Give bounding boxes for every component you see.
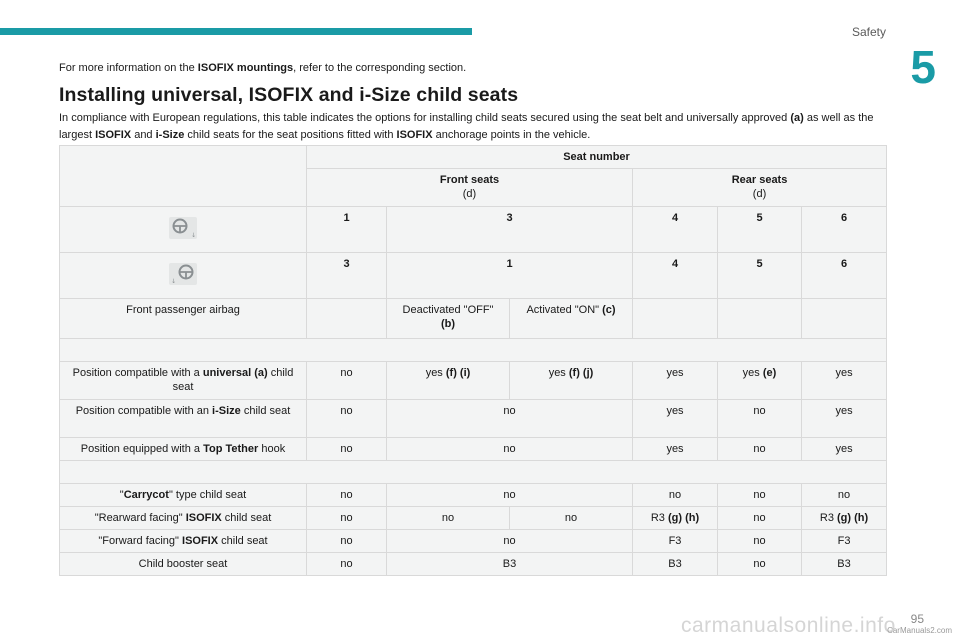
- table-cell: 5: [718, 253, 802, 299]
- table-cell: yes: [802, 438, 887, 461]
- svg-text:↓: ↓: [191, 231, 197, 239]
- table-cell: R3 (g) (h): [802, 507, 887, 530]
- table-cell: no: [718, 400, 802, 438]
- table-cell: Deactivated "OFF" (b): [387, 299, 510, 339]
- table-cell-empty: [802, 299, 887, 339]
- table-cell: 6: [802, 253, 887, 299]
- site-credit: CarManuals2.com: [887, 626, 952, 635]
- seat-number-header: Seat number: [307, 146, 887, 169]
- table-cell: 1: [307, 207, 387, 253]
- table-cell: Activated "ON" (c): [510, 299, 633, 339]
- table-row: [60, 400, 887, 438]
- table-cell: yes: [802, 400, 887, 438]
- table-row: [60, 362, 887, 400]
- steering-wheel-left-hand-drive-icon: [167, 215, 199, 241]
- table-cell: no: [307, 553, 387, 576]
- chapter-number: 5: [910, 41, 936, 93]
- table-row: [60, 530, 887, 553]
- row-label: Position compatible with an i-Size child seat: [60, 400, 307, 438]
- watermark: carmanualsonline.info: [681, 614, 896, 637]
- table-cell: no: [718, 553, 802, 576]
- header-accent-bar: [0, 28, 472, 35]
- table-cell: no: [307, 438, 387, 461]
- table-cell: no: [387, 400, 633, 438]
- table-separator-row: [60, 461, 887, 484]
- table-cell: yes (f) (j): [510, 362, 633, 400]
- table-row: [60, 553, 887, 576]
- table-row: [60, 253, 887, 299]
- steering-wheel-right-hand-drive-icon: [167, 261, 199, 287]
- row-label: Front passenger airbag: [60, 299, 307, 339]
- table-cell: 6: [802, 207, 887, 253]
- rhd-icon-cell: [60, 253, 307, 299]
- row-label: "Forward facing" ISOFIX child seat: [60, 530, 307, 553]
- table-cell: no: [307, 362, 387, 400]
- page-heading: Installing universal, ISOFIX and i-Size child seats: [59, 84, 519, 106]
- intro-text: For more information on the ISOFIX mountings, refer to the corresponding section.: [59, 62, 467, 74]
- row-label: "Rearward facing" ISOFIX child seat: [60, 507, 307, 530]
- table-cell: 5: [718, 207, 802, 253]
- table-cell: no: [387, 484, 633, 507]
- table-cell: no: [718, 484, 802, 507]
- front-seats-header: Front seats (d): [307, 169, 633, 207]
- table-cell-empty: [60, 146, 307, 207]
- table-cell: 3: [307, 253, 387, 299]
- table-cell: no: [387, 507, 510, 530]
- row-label: Position equipped with a Top Tether hook: [60, 438, 307, 461]
- table-cell: 4: [633, 207, 718, 253]
- table-cell: no: [718, 507, 802, 530]
- table-cell: yes (f) (i): [387, 362, 510, 400]
- table-cell-empty: [718, 299, 802, 339]
- row-label: Child booster seat: [60, 553, 307, 576]
- child-seat-table: [59, 145, 887, 576]
- section-title: Safety: [851, 25, 886, 39]
- row-label: "Carrycot" type child seat: [60, 484, 307, 507]
- table-cell: R3 (g) (h): [633, 507, 718, 530]
- table-cell: F3: [802, 530, 887, 553]
- lhd-icon-cell: [60, 207, 307, 253]
- table-row: [60, 507, 887, 530]
- rear-seats-header: Rear seats (d): [633, 169, 887, 207]
- table-cell: no: [802, 484, 887, 507]
- table-cell: no: [718, 530, 802, 553]
- table-cell: B3: [802, 553, 887, 576]
- table-cell: no: [510, 507, 633, 530]
- table-row: [60, 299, 887, 339]
- table-cell: no: [387, 438, 633, 461]
- row-label: Position compatible with a universal (a) child seat: [60, 362, 307, 400]
- table-cell: yes (e): [718, 362, 802, 400]
- description-paragraph: In compliance with European regulations, this table indicates the options for installing child seats secured using the seat belt and universally approved (a) as well as the largest ISOFIX and i-Size child seats for the seat positions fitted with ISOFIX anchorage points in the vehicle.: [59, 112, 874, 141]
- table-cell: yes: [802, 362, 887, 400]
- table-cell: 4: [633, 253, 718, 299]
- table-cell: no: [307, 484, 387, 507]
- table-cell: yes: [633, 438, 718, 461]
- table-cell: yes: [633, 362, 718, 400]
- table-row: [60, 484, 887, 507]
- page-number: 95: [910, 612, 924, 626]
- table-cell: no: [307, 530, 387, 553]
- table-cell: no: [633, 484, 718, 507]
- table-cell-empty: [633, 299, 718, 339]
- table-row: [60, 438, 887, 461]
- table-cell: no: [307, 400, 387, 438]
- table-cell: B3: [387, 553, 633, 576]
- svg-text:↓: ↓: [171, 277, 177, 285]
- table-cell: F3: [633, 530, 718, 553]
- table-cell: no: [307, 507, 387, 530]
- table-row: [60, 146, 887, 169]
- table-cell-empty: [307, 299, 387, 339]
- table-separator-row: [60, 339, 887, 362]
- table-cell: yes: [633, 400, 718, 438]
- table-cell: 1: [387, 253, 633, 299]
- table-cell: no: [718, 438, 802, 461]
- table-row: [60, 207, 887, 253]
- table-cell: no: [387, 530, 633, 553]
- table-cell: B3: [633, 553, 718, 576]
- table-cell: 3: [387, 207, 633, 253]
